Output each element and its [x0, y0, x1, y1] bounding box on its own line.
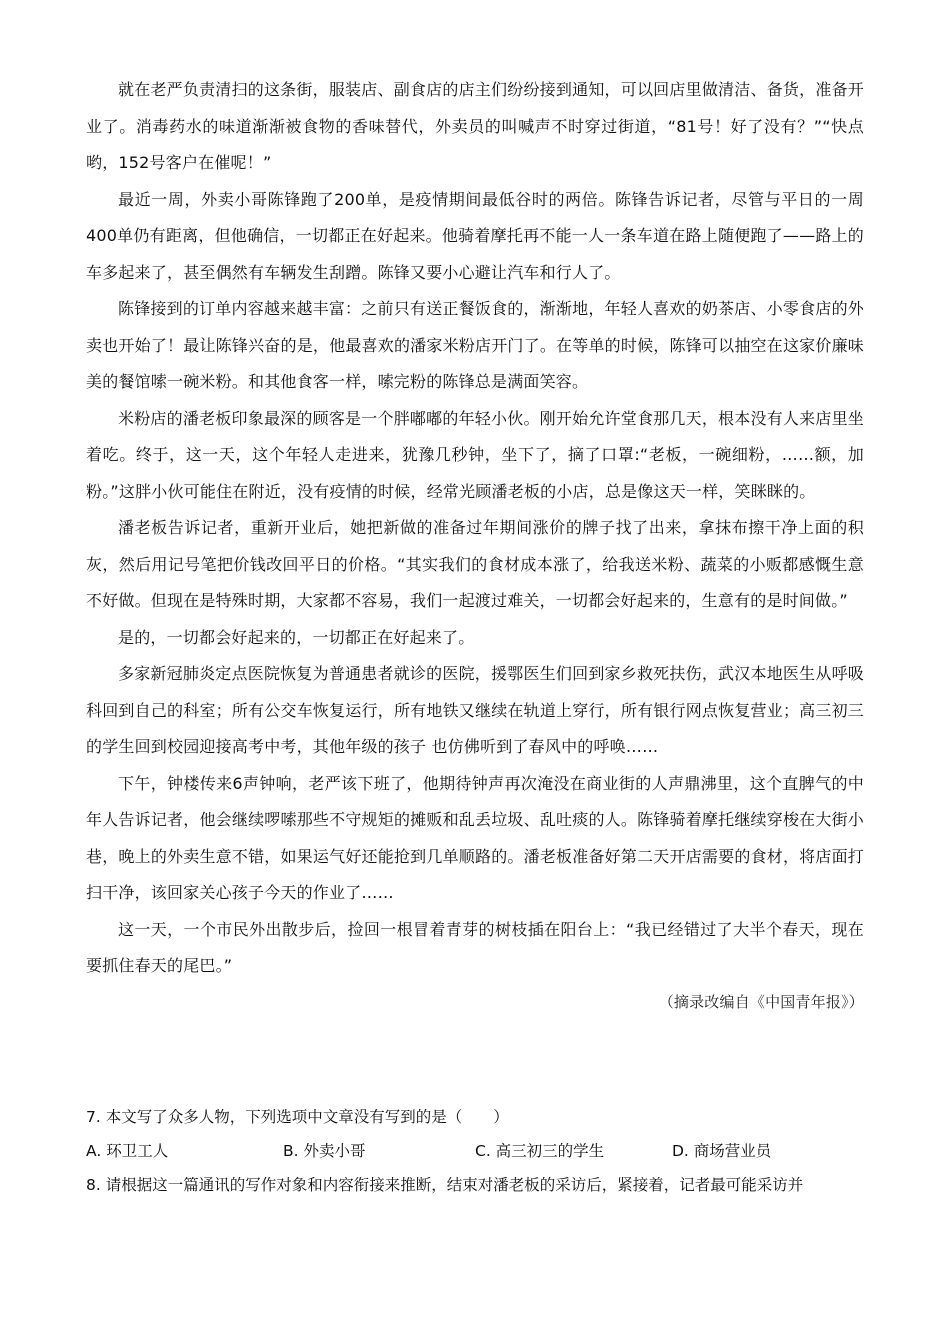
option-b-letter: B.: [283, 1142, 299, 1160]
article-paragraph-3: 陈锋接到的订单内容越来越丰富：之前只有送正餐饭食的，渐渐地，年轻人喜欢的奶茶店、小零食店的外卖也开始了！最让陈锋兴奋的是，他最喜欢的潘家米粉店开门了。在等单的时候，陈锋可以抽空在这家价廉味美的餐馆嗦一碗米粉。和其他食客一样，嗦完粉的陈锋总是满面笑容。: [86, 299, 864, 391]
option-a: [86, 1134, 283, 1168]
option-c-letter: C.: [475, 1142, 491, 1160]
question-8-text: 请根据这一篇通讯的写作对象和内容衔接来推断，结束对潘老板的采访后，紧接着，记者最可能采访并: [100, 1176, 804, 1194]
option-d-letter: D.: [672, 1142, 689, 1160]
option-c: [475, 1134, 672, 1168]
questions-section: [86, 1100, 864, 1202]
option-b-text: 外卖小哥: [298, 1142, 366, 1160]
question-7-text: 本文写了众多人物，下列选项中文章没有写到的是（ ）: [100, 1108, 509, 1126]
option-d-text: 商场营业员: [688, 1142, 772, 1160]
option-a-text: 环卫工人: [101, 1142, 169, 1160]
article-paragraph-6: 是的，一切都会好起来的，一切都正在好起来了。: [118, 627, 475, 647]
option-c-text: 高三初三的学生: [490, 1142, 605, 1160]
article-paragraph-4: 米粉店的潘老板印象最深的顾客是一个胖嘟嘟的年轻小伙。刚开始允许堂食那几天，根本没有人来店里坐着吃。终于，这一天，这个年轻人走进来，犹豫几秒钟，坐下了，摘了口罩:“老板，一碗细粉，……额，加粉。”这胖小伙可能住在附近，没有疫情的时候，经常光顾潘老板的小店，总是像这天一样，笑眯眯的。: [86, 408, 864, 501]
article-paragraph-8: 下午，钟楼传来6声钟响，老严该下班了，他期待钟声再次淹没在商业街的人声鼎沸里，这个直脾气的中年人告诉记者，他会继续啰嗦那些不守规矩的摊贩和乱丢垃圾、乱吐痰的人。陈锋骑着摩托继续穿梭在大街小巷，晚上的外卖生意不错，如果运气好还能抢到几单顺路的。潘老板准备好第二天开店需要的食材，将店面打扫干净，该回家关心孩子今天的作业了……: [86, 773, 864, 902]
question-7: [86, 1100, 864, 1134]
option-b: [283, 1134, 475, 1168]
option-d: [672, 1134, 771, 1168]
article-paragraph-2: 最近一周，外卖小哥陈锋跑了200单，是疫情期间最低谷时的两倍。陈锋告诉记者，尽管与平日的一周400单仍有距离，但他确信，一切都正在好起来。他骑着摩托再不能一人一条车道在路上随便跑了——路上的车多起来了，甚至偶然有车辆发生刮蹭。陈锋又要小心避让汽车和行人了。: [86, 189, 864, 282]
question-8: [86, 1168, 864, 1202]
article-body: [86, 72, 864, 1017]
question-8-number: 8.: [86, 1176, 101, 1194]
article-source: （摘录改编自《中国青年报》）: [658, 992, 864, 1011]
question-7-options: [86, 1134, 864, 1168]
article-paragraph-7: 多家新冠肺炎定点医院恢复为普通患者就诊的医院，援鄂医生们回到家乡救死扶伤，武汉本地医生从呼吸科回到自己的科室；所有公交车恢复运行，所有地铁又继续在轨道上穿行，所有银行网点恢复营业；高三初三的学生回到校园迎接高考中考，其他年级的孩子 也仿佛听到了春风中的呼唤……: [86, 664, 864, 756]
article-paragraph-9: 这一天，一个市民外出散步后，捡回一根冒着青芽的树枝插在阳台上：“我已经错过了大半个春天，现在要抓住春天的尾巴。”: [86, 919, 864, 975]
article-paragraph-1: 就在老严负责清扫的这条街，服装店、副食店的店主们纷纷接到通知，可以回店里做清洁、备货，准备开业了。消毒药水的味道渐渐被食物的香味替代，外卖员的叫喊声不时穿过街道，“81号！好了没有？”“快点哟，152号客户在催呢！”: [86, 80, 864, 172]
option-a-letter: A.: [86, 1142, 102, 1160]
question-7-number: 7.: [86, 1108, 101, 1126]
article-paragraph-5: 潘老板告诉记者，重新开业后，她把新做的准备过年期间涨价的牌子找了出来，拿抹布擦干净上面的积灰，然后用记号笔把价钱改回平日的价格。“其实我们的食材成本涨了，给我送米粉、蔬菜的小贩都感慨生意不好做。但现在是特殊时期，大家都不容易，我们一起渡过难关，一切都会好起来的，生意有的是时间做。”: [86, 518, 864, 610]
